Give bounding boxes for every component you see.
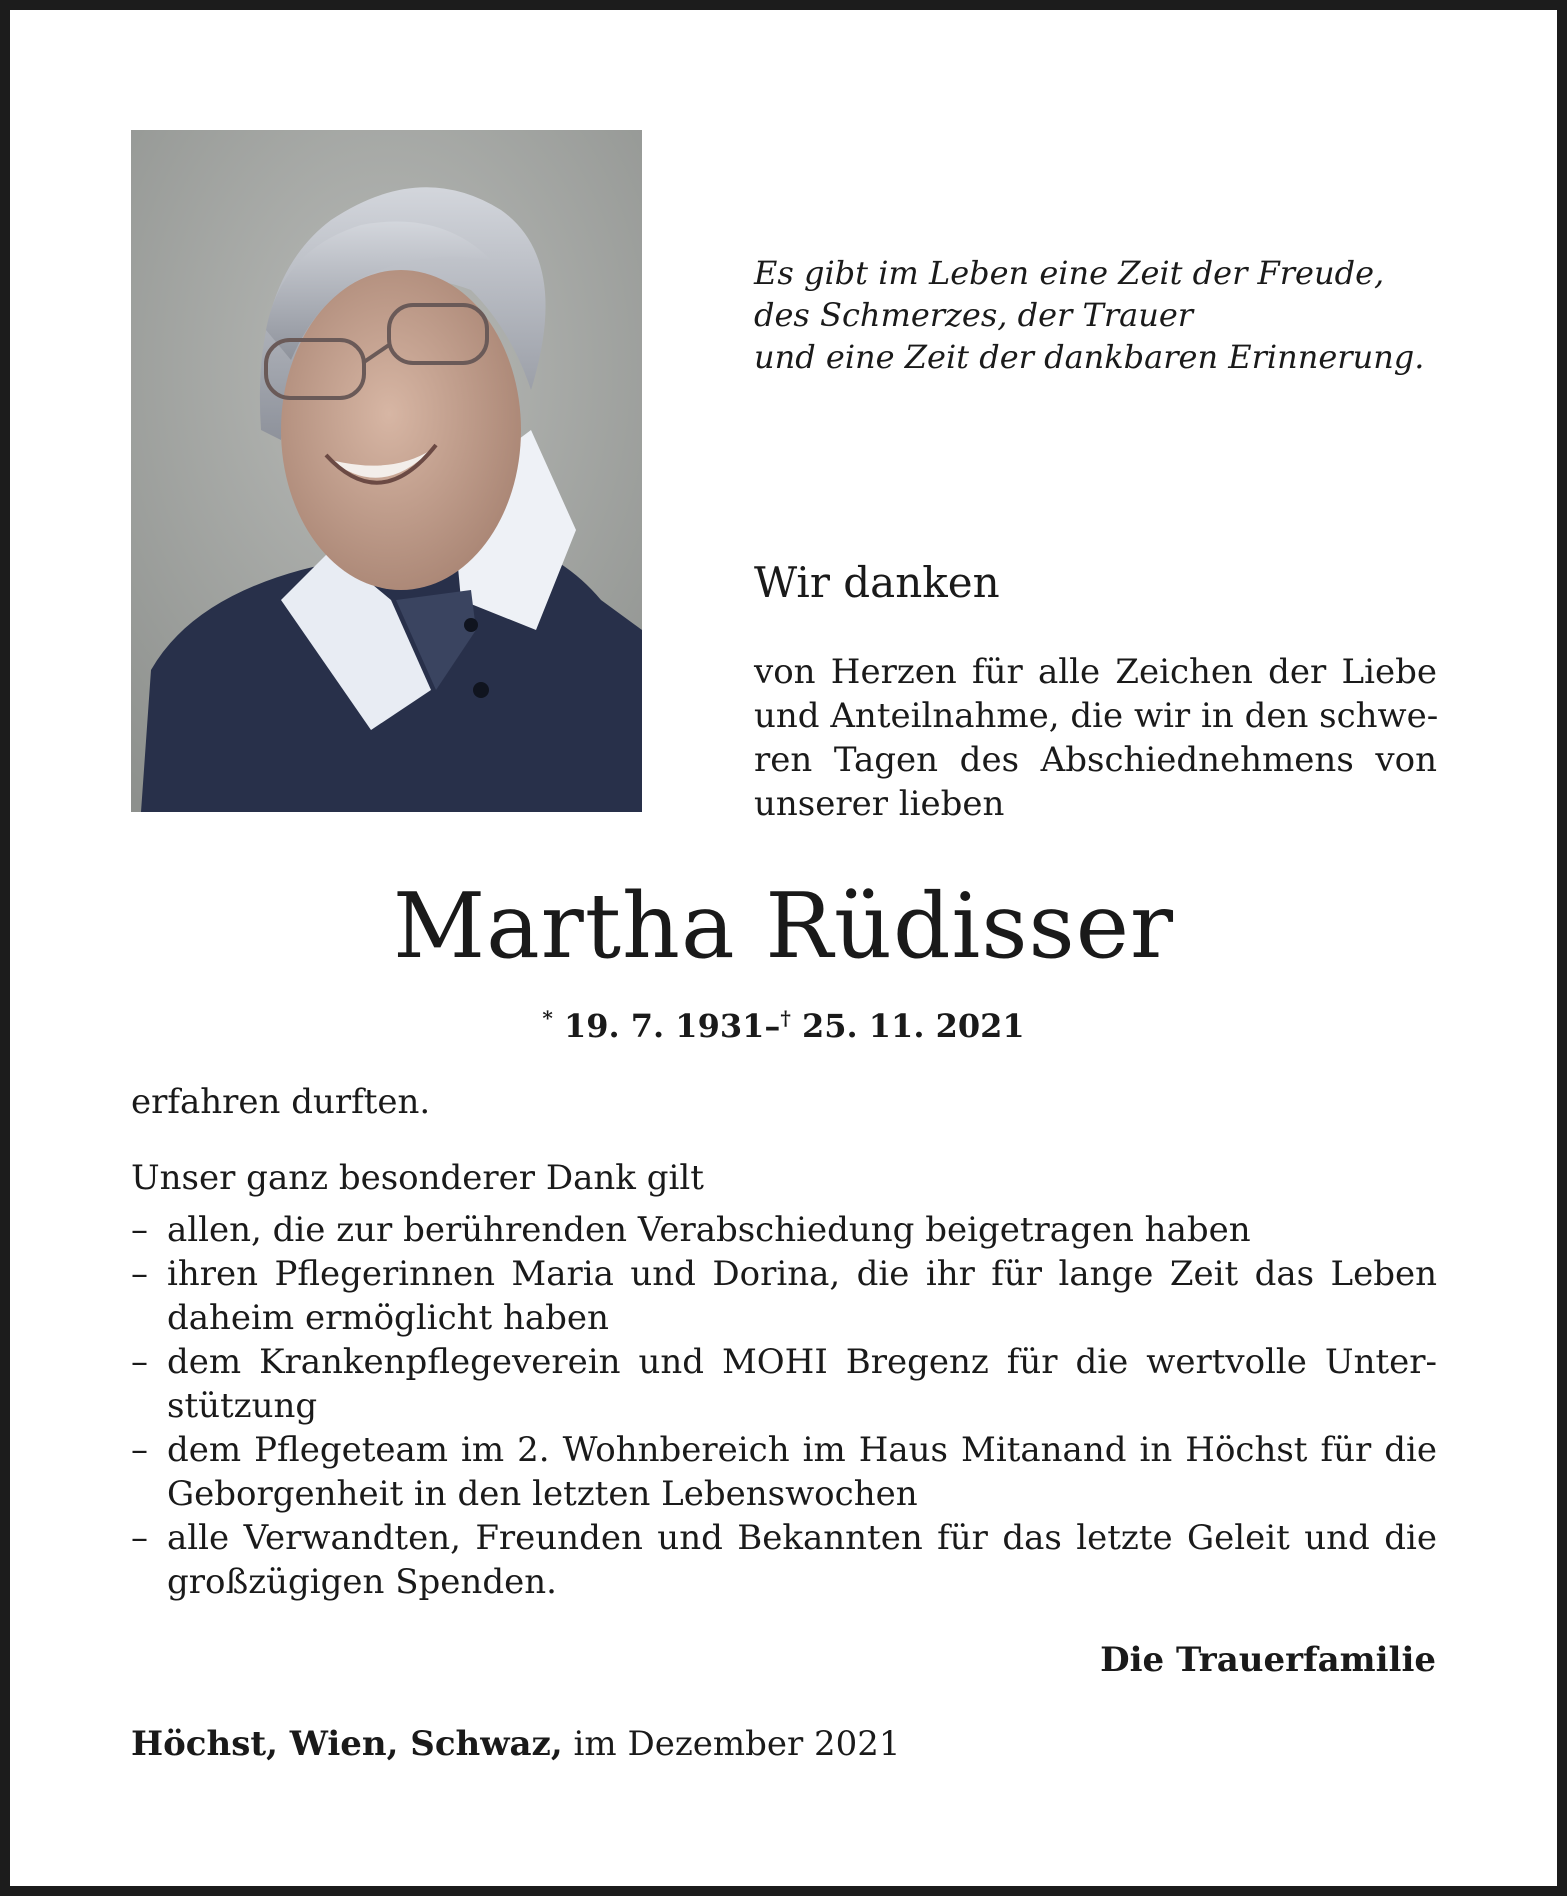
motto-line: des Schmerzes, der Trauer xyxy=(754,296,1194,334)
list-item-line: dem Krankenpflegeverein und MOHI Bregenz für die wertvolle Unter- xyxy=(167,1342,1437,1382)
thanks-body-section xyxy=(131,1080,1437,1604)
list-item xyxy=(131,1252,1437,1340)
thanks-heading: Wir danken xyxy=(754,558,1000,607)
list-item-line: alle Verwandten, Freunden und Bekannten für das letzte Geleit und die xyxy=(167,1518,1437,1558)
list-item-line: dem Pflegeteam im 2. Wohnbereich im Haus Mitanand in Höchst für die xyxy=(167,1430,1437,1470)
death-symbol: † xyxy=(780,1006,791,1030)
date-separator: – xyxy=(764,1007,781,1045)
list-dash: – xyxy=(131,1430,148,1470)
motto-line: Es gibt im Leben eine Zeit der Freude, xyxy=(754,254,1385,292)
list-item xyxy=(131,1428,1437,1516)
list-dash: – xyxy=(131,1342,148,1382)
motto-line: und eine Zeit der dankbaren Erinnerung. xyxy=(754,338,1425,376)
death-date: 25. 11. 2021 xyxy=(801,1007,1025,1045)
list-item xyxy=(131,1516,1437,1604)
thanks-text xyxy=(754,650,1437,826)
continuation-text: erfahren durften. xyxy=(131,1082,431,1122)
birth-date: 19. 7. 1931 xyxy=(563,1007,765,1045)
list-item xyxy=(131,1208,1437,1252)
motto-quote xyxy=(754,252,1514,378)
thanks-line: ren Tagen des Abschiednehmens von xyxy=(754,740,1437,780)
place-and-date xyxy=(131,1722,901,1766)
portrait-photo xyxy=(131,130,642,812)
list-dash: – xyxy=(131,1254,148,1294)
list-item-line: stützung xyxy=(167,1386,318,1426)
list-item-line: Geborgenheit in den letzten Lebenswochen xyxy=(167,1474,918,1514)
list-item-line: ihren Pflegerinnen Maria und Dorina, die ihr für lange Zeit das Leben xyxy=(167,1254,1437,1294)
list-item-line: großzügigen Spenden. xyxy=(167,1562,557,1602)
thanks-list xyxy=(131,1208,1437,1604)
place-cities: Höchst, Wien, Schwaz, xyxy=(131,1724,563,1764)
thanks-line: und Anteilnahme, die wir in den schwe- xyxy=(754,696,1439,736)
deceased-name: Martha Rüdisser xyxy=(392,874,1174,979)
list-item xyxy=(131,1340,1437,1428)
list-item-line: allen, die zur berührenden Verabschiedung beigetragen haben xyxy=(167,1210,1251,1250)
list-item-line: daheim ermöglicht haben xyxy=(167,1298,609,1338)
place-date: im Dezember 2021 xyxy=(573,1724,901,1764)
thanks-line: unserer lieben xyxy=(754,784,1005,824)
list-dash: – xyxy=(131,1518,148,1558)
list-dash: – xyxy=(131,1210,148,1250)
birth-symbol: * xyxy=(542,1006,553,1030)
thanks-intro: Unser ganz besonderer Dank gilt xyxy=(131,1158,704,1198)
family-signature: Die Trauerfamilie xyxy=(1100,1640,1436,1680)
thanks-line: von Herzen für alle Zeichen der Liebe xyxy=(754,652,1437,692)
life-dates xyxy=(0,996,1567,1048)
